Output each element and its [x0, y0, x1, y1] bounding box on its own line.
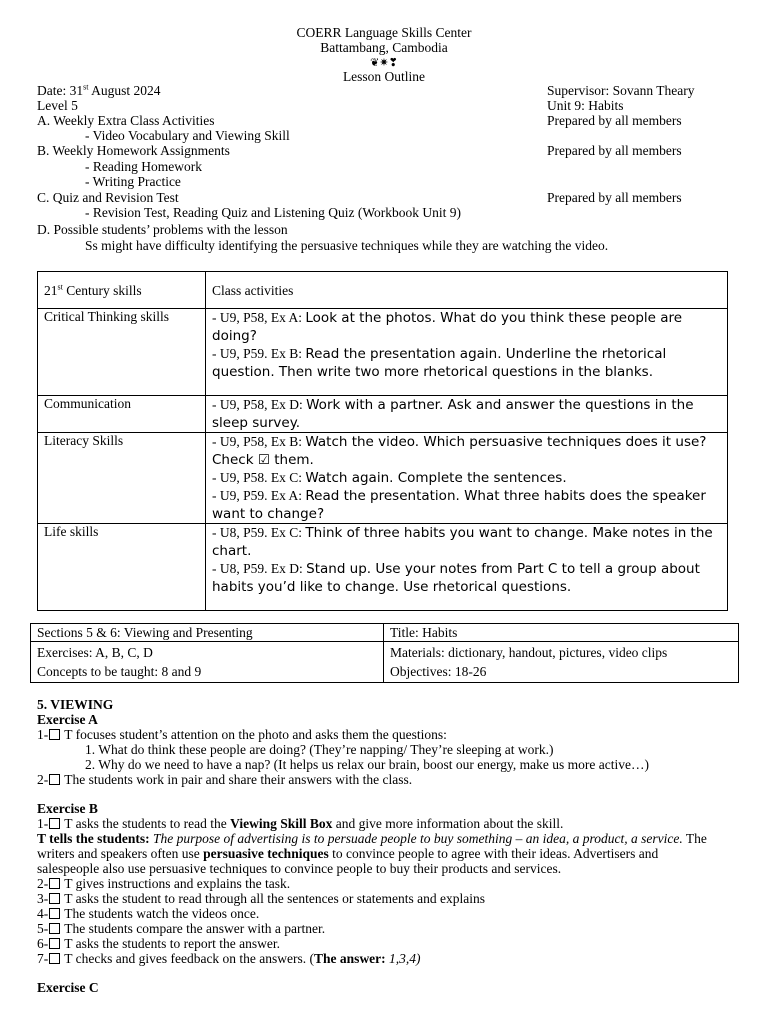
section-a-item: - Video Vocabulary and Viewing Skill — [85, 128, 290, 143]
skill-name: Communication — [38, 396, 206, 433]
skill-name: Critical Thinking skills — [38, 309, 206, 396]
table-row — [38, 524, 728, 611]
exercise-a-title: Exercise A — [37, 712, 98, 727]
activity-item: - U9, P58, Ex A: Look at the photos. What do you think these people are doing? — [212, 310, 683, 344]
section-d-heading: D. Possible students’ problems with the lesson — [37, 222, 288, 237]
objectives: Objectives: 18-26 — [390, 664, 487, 679]
section-d-item: Ss might have difficulty identifying the persuasive techniques while they are watching the video. — [85, 238, 609, 253]
exercises-cell — [31, 642, 384, 683]
exercise-b-step: 4- The students watch the videos once. — [37, 906, 260, 921]
exercise-b-step: 7- T checks and gives feedback on the answers. (The answer: 1,3,4) — [37, 951, 421, 966]
checkbox-icon — [49, 774, 60, 785]
table-row — [38, 309, 728, 396]
activity-item: - U9, P58, Ex D: Work with a partner. Ask and answer the questions in the sleep survey. — [212, 397, 694, 431]
unit: Unit 9: Habits — [547, 98, 624, 113]
exercises: Exercises: A, B, C, D — [37, 645, 153, 660]
question-item: 2. Why do we need to have a nap? (It helps us relax our brain, boost our energy, make us more active…) — [85, 757, 649, 772]
concepts: Concepts to be taught: 8 and 9 — [37, 664, 202, 679]
section-a-prepared: Prepared by all members — [547, 113, 682, 128]
supervisor: Supervisor: Sovann Theary — [547, 83, 695, 98]
exercise-b-title: Exercise B — [37, 801, 98, 816]
exercise-a-step: 2- The students work in pair and share their answers with the class. — [37, 772, 413, 787]
title-cell: Title: Habits — [384, 624, 739, 642]
activity-cell — [206, 433, 728, 524]
activity-item: - U9, P58. Ex C: Watch again. Complete the sentences. — [212, 470, 567, 486]
document-title: Lesson Outline — [342, 69, 426, 84]
checkbox-icon — [49, 878, 60, 889]
activity-cell — [206, 524, 728, 611]
section-c-prepared: Prepared by all members — [547, 190, 682, 205]
sections-table — [30, 623, 739, 683]
header-skill: 21st Century skills — [38, 272, 206, 309]
checkbox-icon — [49, 893, 60, 904]
skill-name: Life skills — [38, 524, 206, 611]
skills-table — [37, 271, 728, 611]
checkbox-icon — [49, 729, 60, 740]
center-name: COERR Language Skills Center — [296, 25, 472, 40]
activity-cell — [206, 396, 728, 433]
exercise-b-step: 1- T asks the students to read the Viewing Skill Box and give more information about the skill. — [37, 816, 564, 831]
table-row — [31, 624, 739, 642]
table-header-row — [38, 272, 728, 309]
exercise-c-title: Exercise C — [37, 980, 99, 995]
skill-name: Literacy Skills — [38, 433, 206, 524]
checkbox-icon — [49, 953, 60, 964]
section-b-item: - Reading Homework — [85, 159, 202, 174]
table-row — [31, 642, 739, 683]
activity-item: - U9, P59. Ex A: Read the presentation. What three habits does the speaker want to change? — [212, 488, 706, 522]
activity-item: - U9, P58, Ex B: Watch the video. Which persuasive techniques does it use? Check ☑ them. — [212, 434, 707, 468]
activity-cell — [206, 309, 728, 396]
section-a-heading: A. Weekly Extra Class Activities — [37, 113, 215, 128]
checkbox-icon — [49, 818, 60, 829]
materials-cell — [384, 642, 739, 683]
activity-item: - U9, P59. Ex B: Read the presentation again. Underline the rhetorical question. Then write two more rhetorical questions in the blanks. — [212, 346, 667, 380]
exercise-b-step: 5- The students compare the answer with a partner. — [37, 921, 326, 936]
section-c-item: - Revision Test, Reading Quiz and Listening Quiz (Workbook Unit 9) — [85, 205, 462, 220]
checkbox-icon — [49, 938, 60, 949]
exercise-a-step: 1- T focuses student’s attention on the photo and asks them the questions: — [37, 727, 447, 742]
sections-cell: Sections 5 & 6: Viewing and Presenting — [31, 624, 384, 642]
question-item: 1. What do think these people are doing? (They’re napping/ They’re sleeping at work.) — [85, 742, 554, 757]
activity-item: - U8, P59. Ex D: Stand up. Use your notes from Part C to tell a group about habits you’d like to change. Use rhetorical questions. — [212, 561, 700, 595]
section-c-heading: C. Quiz and Revision Test — [37, 190, 179, 205]
lesson-date: Date: 31st August 2024 — [37, 82, 161, 98]
location: Battambang, Cambodia — [320, 40, 448, 55]
materials: Materials: dictionary, handout, pictures, video clips — [390, 645, 668, 660]
section-b-item: - Writing Practice — [85, 174, 181, 189]
checkbox-icon — [49, 923, 60, 934]
checkbox-icon — [49, 908, 60, 919]
exercise-b-step: 3- T asks the student to read through all the sentences or statements and explains — [37, 891, 486, 906]
level: Level 5 — [37, 98, 78, 113]
exercise-b-step: 6- T asks the students to report the answer. — [37, 936, 280, 951]
viewing-section — [37, 697, 737, 995]
activity-item: - U8, P59. Ex C: Think of three habits you want to change. Make notes in the chart. — [212, 525, 713, 559]
header-activities: Class activities — [206, 272, 728, 309]
exercise-b-step: 2- T gives instructions and explains the task. — [37, 876, 291, 891]
table-row — [38, 433, 728, 524]
ornament-icon: ❦✷❣ — [370, 56, 398, 69]
section-b-prepared: Prepared by all members — [547, 143, 682, 158]
teacher-explanation: T tells the students: The purpose of advertising is to persuade people to buy something – an idea, a product, a service. The writers and speakers often use persuasive techniques to convince people to agree with their ideas. Advertisers and salespeople also use persuasive techniques to convince people to buy their products and services. — [37, 831, 707, 876]
document-header — [0, 25, 768, 84]
lesson-info — [0, 83, 768, 253]
table-row — [38, 396, 728, 433]
section-b-heading: B. Weekly Homework Assignments — [37, 143, 230, 158]
section-heading: 5. VIEWING — [37, 697, 114, 712]
